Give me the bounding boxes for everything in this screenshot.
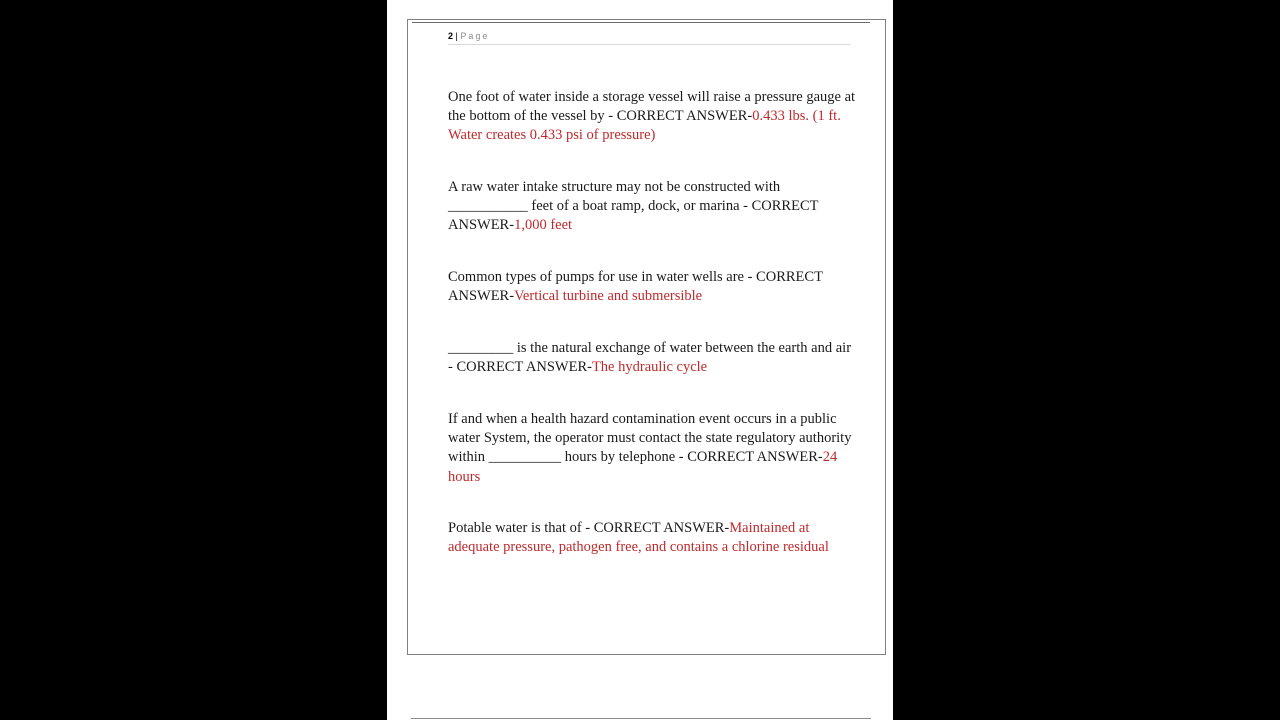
answer-text: Vertical turbine and submersible [514, 288, 703, 305]
question-text: _________ is the natural exchange of water between the earth and air - CORRECT ANSWER- [448, 340, 852, 376]
answer-text: Maintained at adequate pressure, pathogen free, and contains a chlorine residual [448, 520, 829, 556]
answer-text: 0.433 lbs. (1 ft. Water creates 0.433 psi of pressure) [448, 108, 841, 144]
next-page-rule [411, 718, 871, 719]
question-text: A raw water intake structure may not be constructed with ___________ feet of a boat ramp, dock, or marina - CORRECT ANSWER- [448, 179, 819, 234]
qa-item [448, 519, 858, 557]
page-label: Page [460, 31, 490, 41]
page-number: 2 [448, 31, 454, 41]
answer-text: 1,000 feet [514, 217, 573, 234]
page-separator: | [455, 31, 458, 41]
question-text: Potable water is that of - CORRECT ANSWER- [448, 520, 730, 536]
answer-text: 24 hours [448, 449, 838, 485]
qa-item [448, 88, 858, 146]
question-text: Common types of pumps for use in water wells are - CORRECT ANSWER- [448, 269, 823, 305]
question-text: If and when a health hazard contamination event occurs in a public water System, the operator must contact the state regulatory authority within __________ hours by telephone - CORRECT ANSWER- [448, 411, 852, 466]
page-header [448, 30, 850, 45]
answer-text: The hydraulic cycle [591, 359, 708, 376]
qa-item [448, 268, 858, 306]
question-text: One foot of water inside a storage vessel will raise a pressure gauge at the bottom of the vessel by - CORRECT ANSWER- [448, 89, 856, 125]
document-page [387, 0, 893, 720]
qa-item [448, 410, 858, 487]
qa-item [448, 178, 858, 236]
qa-item [448, 339, 858, 377]
